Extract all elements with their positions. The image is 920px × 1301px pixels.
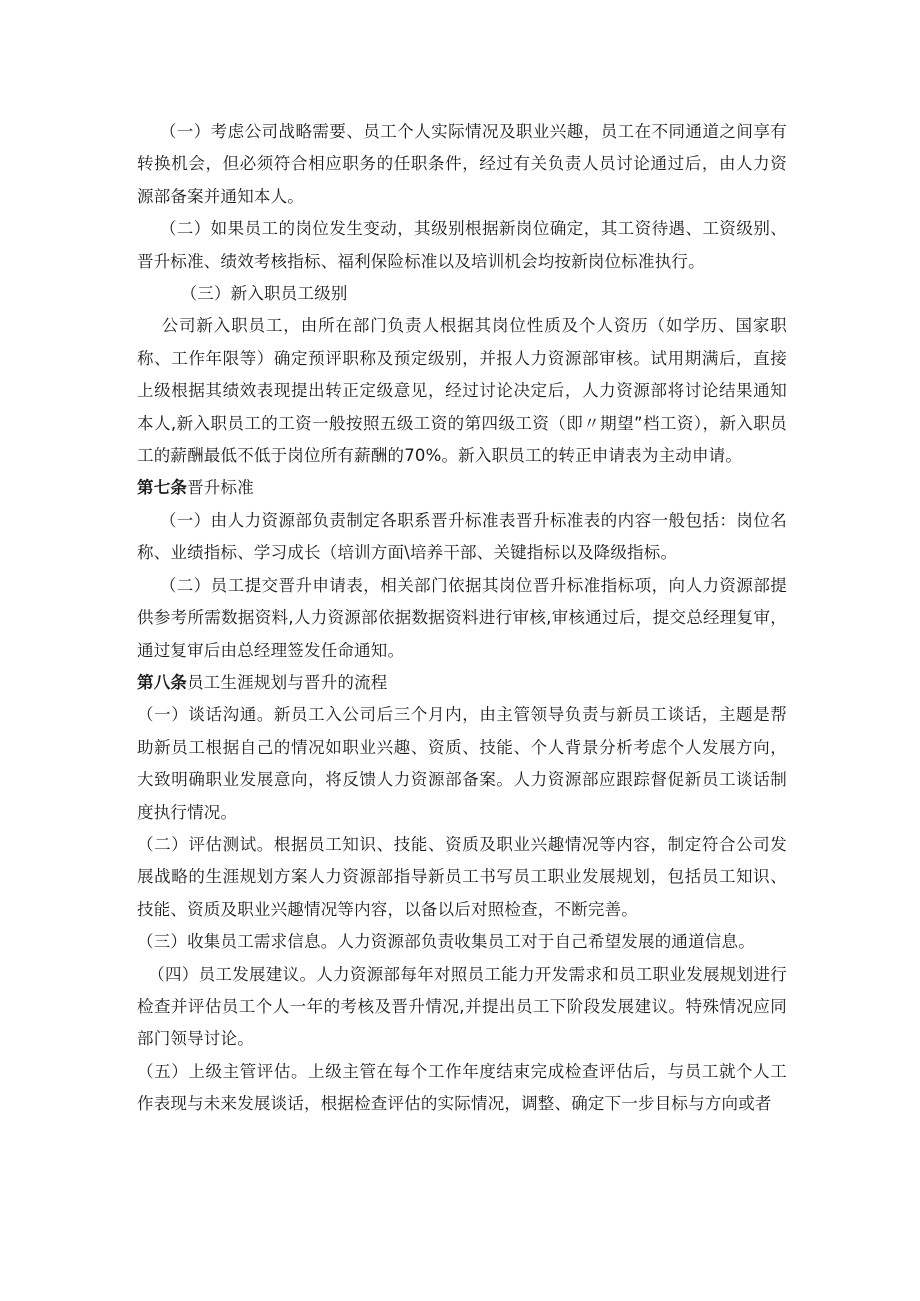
paragraph-text: （二）评估测试。根据员工知识、技能、资质及职业兴趣情况等内容，制定符合公司发展战略的生涯规划方案人力资源部指导新员工书写员工职业发展规划，包括员工知识、技能、资质及职业兴趣情况等内容，以备以后对照检查，不断完善。	[137, 834, 787, 919]
paragraph-2	[137, 213, 787, 278]
document-body	[137, 116, 787, 1121]
paragraph-text: （五）上级主管评估。上级主管在每个工作年度结束完成检查评估后，与员工就个人工作表现与未来发展谈话，根据检查评估的实际情况，调整、确定下一步目标与方向或者	[137, 1061, 787, 1114]
paragraph-3-subheading	[137, 278, 787, 310]
paragraph-8	[137, 829, 787, 926]
paragraph-text: （一）谈话沟通。新员工入公司后三个月内，由主管领导负责与新员工谈话，主题是帮助新员工根据自己的情况如职业兴趣、资质、技能、个人背景分析考虑个人发展方向，大致明确职业发展意向，将反馈人力资源部备案。人力资源部应跟踪督促新员工谈话制度执行情况。	[137, 705, 787, 822]
article-number: 第八条	[137, 672, 188, 692]
article-8-heading	[137, 667, 787, 699]
paragraph-6	[137, 570, 787, 667]
paragraph-4	[137, 310, 787, 472]
article-title: 员工生涯规划与晋升的流程	[187, 672, 388, 692]
paragraph-text: 公司新入职员工，由所在部门负责人根据其岗位性质及个人资历（如学历、国家职称、工作年限等）确定预评职称及预定级别，并报人力资源部审核。试用期满后，直接上级根据其绩效表现提出转正定级意见，经过讨论决定后，人力资源部将讨论结果通知本人,新入职员工的工资一般按照五级工资的第四级工资（即〃期望”档工资），新入职员工的薪酬最低不低于岗位所有薪酬的70%。新入职员工的转正申请表为主动申请。	[137, 316, 788, 466]
paragraph-text: （四）员工发展建议。人力资源部每年对照员工能力开发需求和员工职业发展规划进行检查并评估员工个人一年的考核及晋升情况,并提出员工下阶段发展建议。特殊情况应同部门领导讨论。	[137, 964, 787, 1049]
paragraph-10	[137, 959, 787, 1056]
article-7-heading	[137, 472, 787, 504]
article-title: 晋升标准	[187, 478, 254, 498]
paragraph-5	[137, 505, 787, 570]
paragraph-7	[137, 699, 787, 829]
paragraph-9	[137, 926, 787, 958]
article-number: 第七条	[137, 478, 188, 498]
paragraph-text: （二）员工提交晋升申请表，相关部门依据其岗位晋升标准指标项，向人力资源部提供参考所需数据资料,人力资源部依据数据资料进行审核,审核通过后，提交总经理复审，通过复审后由总经理签发任命通知。	[137, 575, 787, 660]
paragraph-text: （三）新入职员工级别	[180, 284, 348, 304]
paragraph-text: （二）如果员工的岗位发生变动，其级别根据新岗位确定，其工资待遇、工资级别、晋升标准、绩效考核指标、福利保险标准以及培训机会均按新岗位标准执行。	[137, 219, 787, 271]
paragraph-1	[137, 116, 787, 213]
paragraph-text: （一）考虑公司战略需要、员工个人实际情况及职业兴趣，员工在不同通道之间享有转换机会，但必须符合相应职务的任职条件，经过有关负责人员讨论通过后，由人力资源部备案并通知本人。	[137, 122, 787, 206]
paragraph-11	[137, 1056, 787, 1121]
paragraph-text: （一）由人力资源部负责制定各职系晋升标准表晋升标准表的内容一般包括：岗位名称、业绩指标、学习成长（培训方面\培养干部、关键指标以及降级指标。	[137, 510, 787, 563]
paragraph-text: （三）收集员工需求信息。人力资源部负责收集员工对于自己希望发展的通道信息。	[137, 932, 755, 952]
